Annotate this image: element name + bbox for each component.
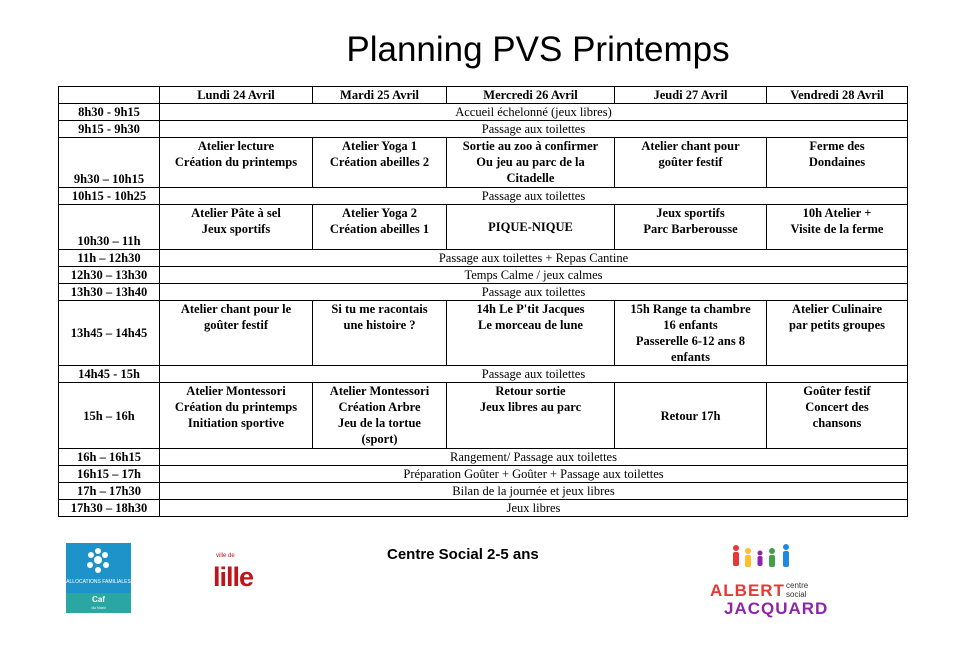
day-header: Lundi 24 Avril xyxy=(160,87,313,104)
activity-line: Atelier Montessori xyxy=(329,384,430,398)
schedule-row xyxy=(59,449,908,466)
all-days-activity: Rangement/ Passage aux toilettes xyxy=(160,449,908,466)
header-row xyxy=(59,87,908,104)
activity-cell xyxy=(615,205,767,250)
schedule-row xyxy=(59,500,908,517)
time-slot: 8h30 - 9h15 xyxy=(59,104,160,121)
activity-line: Ferme des xyxy=(809,139,865,153)
albert-word-text: ALBERT xyxy=(710,581,785,600)
caf-line3: du Nord xyxy=(91,605,106,610)
activity-cell xyxy=(615,138,767,188)
albert-side-text: centre social xyxy=(786,581,809,599)
schedule-row xyxy=(59,121,908,138)
activity-line: Atelier Montessori xyxy=(186,384,286,398)
activity-cell xyxy=(313,383,447,449)
schedule-row xyxy=(59,188,908,205)
activity-cell xyxy=(767,383,908,449)
activity-line: 10h Atelier + xyxy=(802,206,872,220)
schedule-row xyxy=(59,483,908,500)
activity-line: Atelier lecture xyxy=(197,139,275,153)
page-title: Planning PVS Printemps xyxy=(346,30,730,69)
time-slot: 17h30 – 18h30 xyxy=(59,500,160,517)
time-slot: 9h30 – 10h15 xyxy=(59,138,160,188)
family-figures-icon xyxy=(728,543,808,581)
time-slot: 17h – 17h30 xyxy=(59,483,160,500)
time-slot: 11h – 12h30 xyxy=(59,250,160,267)
activity-line: Si tu me racontais xyxy=(331,302,428,316)
schedule-row xyxy=(59,366,908,383)
activity-cell xyxy=(447,383,615,449)
planning-table xyxy=(58,86,908,517)
lille-small-text: ville de xyxy=(216,553,235,559)
header-corner xyxy=(59,87,160,104)
activity-line: Goûter festif xyxy=(803,384,871,398)
day-header: Mardi 25 Avril xyxy=(313,87,447,104)
activity-line: une histoire ? xyxy=(343,318,416,332)
activity-cell xyxy=(767,301,908,366)
activity-line: Atelier Pâte à sel xyxy=(191,206,281,220)
time-slot: 16h15 – 17h xyxy=(59,466,160,483)
time-slot: 13h45 – 14h45 xyxy=(59,301,160,366)
schedule-row xyxy=(59,104,908,121)
time-slot: 13h30 – 13h40 xyxy=(59,284,160,301)
activity-line: Citadelle xyxy=(506,171,555,185)
activity-line: Sortie au zoo à confirmer xyxy=(462,139,599,153)
activity-line: Concert des xyxy=(805,400,869,414)
schedule-row xyxy=(59,267,908,284)
time-slot: 12h30 – 13h30 xyxy=(59,267,160,284)
time-slot: 9h15 - 9h30 xyxy=(59,121,160,138)
activity-cell xyxy=(767,205,908,250)
albert-jacquard-logo xyxy=(708,543,829,623)
caf-line1: ALLOCATIONS FAMILIALES xyxy=(66,579,131,585)
activity-line: Retour sortie xyxy=(495,384,566,398)
activity-line: goûter festif xyxy=(204,318,268,332)
activity-cell xyxy=(313,205,447,250)
activity-line: Retour 17h xyxy=(660,408,721,423)
activity-line: Jeux sportifs xyxy=(656,206,725,220)
activity-cell xyxy=(447,205,615,250)
caf-line2: Caf xyxy=(92,595,105,604)
activity-line: Atelier chant pour le xyxy=(180,302,292,316)
all-days-activity: Temps Calme / jeux calmes xyxy=(160,267,908,284)
schedule-row xyxy=(59,250,908,267)
albert-word xyxy=(710,581,785,601)
activity-line: Atelier chant pour xyxy=(641,139,740,153)
activity-line: (sport) xyxy=(361,432,398,446)
time-slot: 16h – 16h15 xyxy=(59,449,160,466)
activity-cell xyxy=(160,138,313,188)
activity-line: goûter festif xyxy=(658,155,723,169)
activity-line: 14h Le P'tit Jacques xyxy=(476,302,585,316)
activity-cell xyxy=(160,383,313,449)
activity-line: Jeux libres au parc xyxy=(479,400,582,414)
centre-social-label: Centre Social 2-5 ans xyxy=(387,546,539,563)
all-days-activity: Passage aux toilettes + Repas Cantine xyxy=(160,250,908,267)
activity-line: Création du printemps xyxy=(174,400,298,414)
schedule-row xyxy=(59,383,908,449)
schedule-row xyxy=(59,301,908,366)
activity-cell xyxy=(313,138,447,188)
activity-line: Atelier Yoga 1 xyxy=(342,139,417,153)
time-slot: 10h15 - 10h25 xyxy=(59,188,160,205)
time-slot: 14h45 - 15h xyxy=(59,366,160,383)
caf-emblem-icon xyxy=(66,543,131,579)
activity-line: chansons xyxy=(812,416,862,430)
activity-line: Jeux sportifs xyxy=(201,222,271,236)
jacquard-word xyxy=(724,599,828,619)
schedule-row xyxy=(59,138,908,188)
caf-logo xyxy=(66,543,131,613)
all-days-activity: Accueil échelonné (jeux libres) xyxy=(160,104,908,121)
day-header: Vendredi 28 Avril xyxy=(767,87,908,104)
all-days-activity: Passage aux toilettes xyxy=(160,284,908,301)
lille-logo xyxy=(213,553,254,603)
activity-line: Création Arbre xyxy=(338,400,421,414)
schedule-row xyxy=(59,284,908,301)
activity-line: PIQUE-NIQUE xyxy=(488,220,573,234)
activity-line: Jeu de la tortue xyxy=(338,416,421,430)
activity-line: enfants xyxy=(671,350,710,364)
schedule-row xyxy=(59,205,908,250)
activity-line: 15h Range ta chambre xyxy=(630,302,751,316)
all-days-activity: Passage aux toilettes xyxy=(160,121,908,138)
activity-line: 16 enfants xyxy=(663,318,718,332)
day-header: Mercredi 26 Avril xyxy=(447,87,615,104)
all-days-activity: Préparation Goûter + Goûter + Passage aux toilettes xyxy=(160,466,908,483)
activity-cell xyxy=(313,301,447,366)
activity-line: Visite de la ferme xyxy=(790,222,884,236)
activity-line: Parc Barberousse xyxy=(643,222,738,236)
all-days-activity: Passage aux toilettes xyxy=(160,188,908,205)
activity-line: Création du printemps xyxy=(174,155,298,169)
activity-line: Création abeilles 2 xyxy=(329,155,430,169)
activity-line: Ou jeu au parc de la xyxy=(476,155,585,169)
time-slot: 10h30 – 11h xyxy=(59,205,160,250)
jacquard-word-text: JACQUARD xyxy=(724,599,829,618)
activity-cell xyxy=(160,205,313,250)
activity-line: Atelier Yoga 2 xyxy=(342,206,417,220)
time-slot: 15h – 16h xyxy=(59,383,160,449)
activity-line: Création abeilles 1 xyxy=(329,222,430,236)
all-days-activity: Bilan de la journée et jeux libres xyxy=(160,483,908,500)
lille-word: lille xyxy=(213,562,254,592)
activity-line: Passerelle 6-12 ans 8 xyxy=(635,334,746,348)
all-days-activity: Passage aux toilettes xyxy=(160,366,908,383)
activity-cell xyxy=(160,301,313,366)
activity-line: Dondaines xyxy=(808,155,866,169)
activity-cell xyxy=(447,138,615,188)
activity-line: Atelier Culinaire xyxy=(791,302,883,316)
activity-line: par petits groupes xyxy=(788,318,886,332)
schedule-row xyxy=(59,466,908,483)
activity-cell xyxy=(615,383,767,449)
day-header: Jeudi 27 Avril xyxy=(615,87,767,104)
activity-cell xyxy=(447,301,615,366)
activity-cell xyxy=(615,301,767,366)
activity-line: Initiation sportive xyxy=(187,416,285,430)
all-days-activity: Jeux libres xyxy=(160,500,908,517)
activity-cell xyxy=(767,138,908,188)
activity-line: Le morceau de lune xyxy=(478,318,583,332)
